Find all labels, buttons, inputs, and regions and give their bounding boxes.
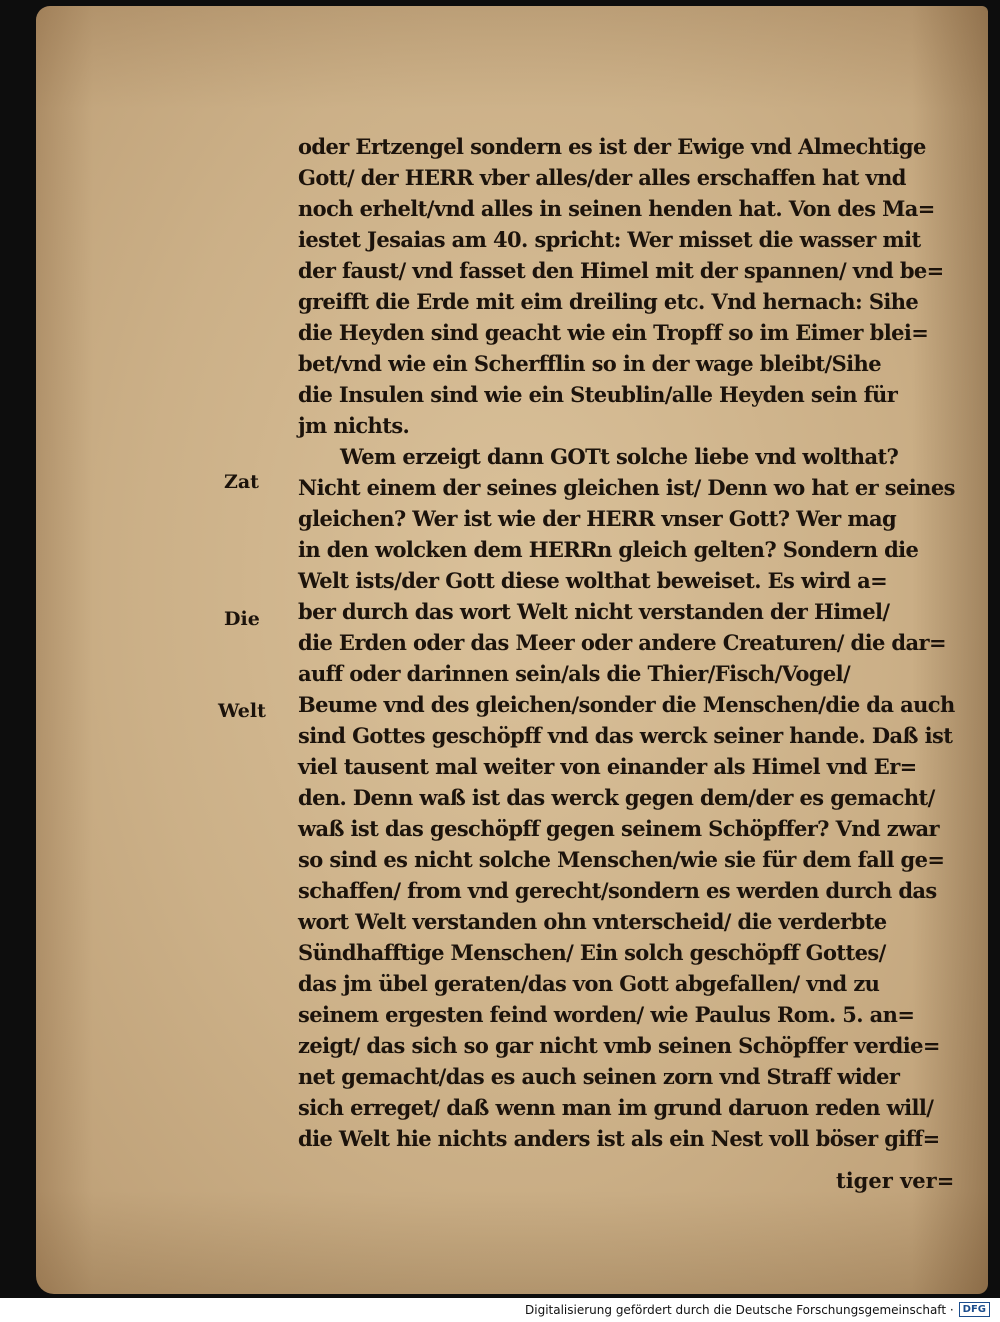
text-line: Wem erzeigt dann GOTt solche liebe vnd wolthat? bbox=[340, 444, 899, 469]
text-line: so sind es nicht solche Menschen/wie sie für dem fall ge= bbox=[298, 847, 945, 872]
text-line: greifft die Erde mit eim dreiling etc. Vnd hernach: Sihe bbox=[298, 289, 919, 314]
text-line: iestet Jesaias am 40. spricht: Wer misset die wasser mit bbox=[298, 227, 921, 252]
text-line: sich erreget/ daß wenn man im grund daruon reden will/ bbox=[298, 1095, 934, 1120]
text-line: gleichen? Wer ist wie der HERR vnser Gott? Wer mag bbox=[298, 506, 897, 531]
margin-note: Die bbox=[224, 608, 260, 630]
text-line: die Welt hie nichts anders ist als ein Nest voll böser giff= bbox=[298, 1126, 940, 1151]
text-line: die Insulen sind wie ein Steublin/alle Heyden sein für bbox=[298, 382, 898, 407]
digitization-credit bbox=[525, 1302, 990, 1317]
text-line: zeigt/ das sich so gar nicht vmb seinen Schöpffer verdie= bbox=[298, 1033, 940, 1058]
text-line: Nicht einem der seines gleichen ist/ Denn wo hat er seines bbox=[298, 475, 955, 500]
text-line: in den wolcken dem HERRn gleich gelten? Sondern die bbox=[298, 537, 919, 562]
text-line: die Heyden sind geacht wie ein Tropff so im Eimer blei= bbox=[298, 320, 929, 345]
text-line: jm nichts. bbox=[298, 413, 410, 438]
text-line: bet/vnd wie ein Scherfflin so in der wage bleibt/Sihe bbox=[298, 351, 881, 376]
dfg-logo: DFG bbox=[959, 1302, 990, 1317]
text-line: seinem ergesten feind worden/ wie Paulus Rom. 5. an= bbox=[298, 1002, 915, 1027]
book-page bbox=[36, 6, 988, 1294]
text-line: net gemacht/das es auch seinen zorn vnd Straff wider bbox=[298, 1064, 900, 1089]
text-line: viel tausent mal weiter von einander als Himel vnd Er= bbox=[298, 754, 917, 779]
credit-text: Digitalisierung gefördert durch die Deutsche Forschungsgemeinschaft · bbox=[525, 1302, 954, 1317]
text-line: Sündhafftige Menschen/ Ein solch geschöpff Gottes/ bbox=[298, 940, 886, 965]
text-line: Beume vnd des gleichen/sonder die Menschen/die da auch bbox=[298, 692, 955, 717]
text-line: schaffen/ from vnd gerecht/sondern es werden durch das bbox=[298, 878, 937, 903]
text-line: Welt ists/der Gott diese wolthat beweiset. Es wird a= bbox=[298, 568, 888, 593]
text-line: waß ist das geschöpff gegen seinem Schöpffer? Vnd zwar bbox=[298, 816, 940, 841]
margin-note: Welt bbox=[218, 700, 266, 722]
text-line: die Erden oder das Meer oder andere Creaturen/ die dar= bbox=[298, 630, 946, 655]
text-line: der faust/ vnd fasset den Himel mit der spannen/ vnd be= bbox=[298, 258, 944, 283]
text-line: noch erhelt/vnd alles in seinen henden hat. Von des Ma= bbox=[298, 196, 935, 221]
text-line: ber durch das wort Welt nicht verstanden der Himel/ bbox=[298, 599, 890, 624]
text-line: den. Denn waß ist das werck gegen dem/der es gemacht/ bbox=[298, 785, 935, 810]
catchword: tiger ver= bbox=[836, 1168, 955, 1193]
text-line: auff oder darinnen sein/als die Thier/Fisch/Vogel/ bbox=[298, 661, 851, 686]
text-line: sind Gottes geschöpff vnd das werck seiner hande. Daß ist bbox=[298, 723, 953, 748]
margin-note: Zat bbox=[224, 471, 259, 493]
text-line: oder Ertzengel sondern es ist der Ewige vnd Almechtige bbox=[298, 134, 926, 159]
text-line: das jm übel geraten/das von Gott abgefallen/ vnd zu bbox=[298, 971, 880, 996]
text-line: Gott/ der HERR vber alles/der alles erschaffen hat vnd bbox=[298, 165, 906, 190]
text-line: wort Welt verstanden ohn vnterscheid/ die verderbte bbox=[298, 909, 887, 934]
